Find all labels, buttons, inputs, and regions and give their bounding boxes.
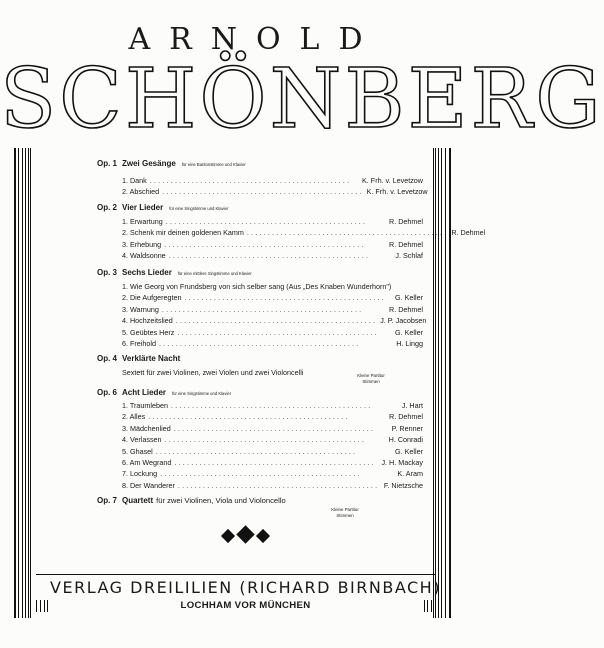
opus-number: Op. 2 [97, 203, 118, 212]
work-title: Zwei Gesänge [122, 159, 176, 168]
song-item: 3. Erhebung ................................................ R. Dehmel [122, 239, 423, 249]
song-title: 5. Geübtes Herz [122, 327, 175, 337]
opus-number: Op. 7 [97, 496, 118, 505]
work-subtitle: für eine Singstimme und Klavier [169, 206, 229, 211]
song-item: 2. Schenk mir deinen goldenen Kamm ................................................ R. Dehmel [122, 228, 486, 238]
song-title: 2. Die Aufgeregten [122, 293, 182, 303]
song-poet: F. Nietzsche [383, 480, 423, 490]
work-title: Sechs Lieder [122, 268, 172, 277]
work-op4 [97, 353, 423, 384]
song-poet: R. Dehmel [451, 228, 486, 238]
song-poet: R. Dehmel [389, 239, 423, 249]
song-title: 2. Abschied [122, 187, 160, 197]
song-title: 1. Erwartung [122, 217, 163, 226]
diamond-ornament [0, 528, 491, 546]
song-title: 1. Dank [122, 176, 147, 185]
work-title: Acht Lieder [122, 388, 167, 397]
song-title: 2. Alles [122, 412, 146, 422]
song-poet: K. Frh. v. Levetzow [362, 176, 423, 185]
song-poet: R. Dehmel [389, 412, 423, 422]
composer-first-name: ARNOLD [128, 22, 382, 57]
song-poet: G. Keller [395, 327, 423, 337]
song-poet: K. Aram [397, 469, 423, 479]
work-subtitle: für eine mittlere Singstimme und Klavier [177, 271, 252, 276]
song-item: 3. Warnung ................................................ R. Dehmel [122, 304, 423, 314]
song-title: 3. Mädchenlied [122, 423, 171, 433]
song-poet: H. Conradi [388, 435, 423, 445]
song-title: 8. Der Wanderer [122, 480, 175, 490]
song-poet: H. Lingg [396, 338, 423, 348]
song-item: 1. Traumleben ................................................ J. Hart [122, 401, 423, 410]
work-subtitle: für eine Baritonstimme und Klavier [181, 162, 246, 167]
song-item: 2. Die Aufgeregten ................................................ G. Keller [122, 293, 423, 303]
song-item: 7. Lockung ................................................ K. Aram [122, 469, 423, 479]
song-item: 2. Abschied ................................................ K. Frh. v. Levetzow [122, 187, 428, 197]
song-item: 5. Ghasel ................................................ G. Keller [122, 446, 423, 456]
work-op3 [97, 267, 427, 349]
song-item: 8. Der Wanderer ................................................ F. Nietzsche [122, 480, 423, 490]
work-op7 [97, 495, 423, 518]
song-poet: J. P. Jacobsen [380, 316, 427, 326]
song-item: 6. Freihold ................................................ H. Lingg [122, 338, 423, 348]
composer-last-name: SCHÖNBERG [0, 52, 604, 147]
song-item: 1. Dank ................................................ K. Frh. v. Levetzow [122, 176, 423, 185]
song-title: 4. Verlassen [122, 435, 162, 445]
work-op1 [97, 158, 428, 198]
song-item: 1. Erwartung ................................................ R. Dehmel [122, 217, 423, 226]
work-title: Vier Lieder [122, 203, 164, 212]
song-poet: R. Dehmel [389, 304, 423, 314]
publisher-name: VERLAG DREILILIEN (RICHARD BIRNBACH) [50, 578, 441, 597]
work-title: Quartett [122, 496, 154, 505]
song-item: 4. Verlassen ................................................ H. Conradi [122, 435, 423, 445]
song-title: 4. Waldsonne [122, 251, 166, 261]
song-title: 6. Am Wegrand [122, 457, 172, 467]
publisher-place: LOCHHAM VOR MÜNCHEN [180, 600, 311, 611]
song-title: 7. Lockung [122, 469, 158, 479]
edition-note: Kleine Partitur Stimmen [331, 507, 359, 518]
opus-number: Op. 3 [97, 268, 118, 277]
work-title: Verklärte Nacht [122, 354, 181, 363]
song-title: 1. Wie Georg von Frundsberg von sich selber sang (Aus „Des Knaben Wunderhorn") [122, 282, 392, 291]
song-item: 4. Hochzeitslied ................................................ J. P. Jacobsen [122, 316, 427, 326]
song-item: 5. Geübtes Herz ................................................ G. Keller [122, 327, 423, 337]
work-description: Sextett für zwei Violinen, zwei Violen und zwei Violoncelli [122, 368, 304, 377]
opus-number: Op. 4 [97, 354, 118, 363]
song-item: 2. Alles ................................................ R. Dehmel [122, 412, 423, 422]
song-title: 3. Erhebung [122, 239, 162, 249]
song-title: 6. Freihold [122, 338, 156, 348]
opus-number: Op. 6 [97, 388, 118, 397]
work-subtitle: für eine Singstimme und Klavier [172, 391, 232, 396]
song-item: 6. Am Wegrand ................................................ J. H. Mackay [122, 457, 423, 467]
song-poet: P. Renner [391, 423, 423, 433]
opus-number: Op. 1 [97, 159, 118, 168]
work-op6 [97, 387, 423, 491]
publisher-rule [36, 574, 436, 575]
song-poet: J. Schlaf [395, 251, 423, 261]
song-poet: J. Hart [401, 401, 423, 410]
song-poet: G. Keller [395, 293, 423, 303]
work-op2 [97, 202, 486, 262]
song-item: 3. Mädchenlied ................................................ P. Renner [122, 423, 423, 433]
song-title: 5. Ghasel [122, 446, 153, 456]
work-description: für zwei Violinen, Viola und Violoncello [156, 496, 286, 505]
song-title: 4. Hochzeitslied [122, 316, 173, 326]
edition-note: Kleine Partitur Stimmen [357, 373, 385, 384]
song-title: 2. Schenk mir deinen goldenen Kamm [122, 228, 244, 238]
song-item: 4. Waldsonne ................................................ J. Schlaf [122, 251, 423, 261]
song-title: 1. Traumleben [122, 401, 168, 410]
song-poet: J. H. Mackay [381, 457, 423, 467]
song-poet: G. Keller [395, 446, 423, 456]
song-item [122, 281, 423, 292]
song-poet: K. Frh. v. Levetzow [366, 187, 428, 197]
song-poet: R. Dehmel [389, 217, 423, 226]
song-title: 3. Warnung [122, 304, 159, 314]
